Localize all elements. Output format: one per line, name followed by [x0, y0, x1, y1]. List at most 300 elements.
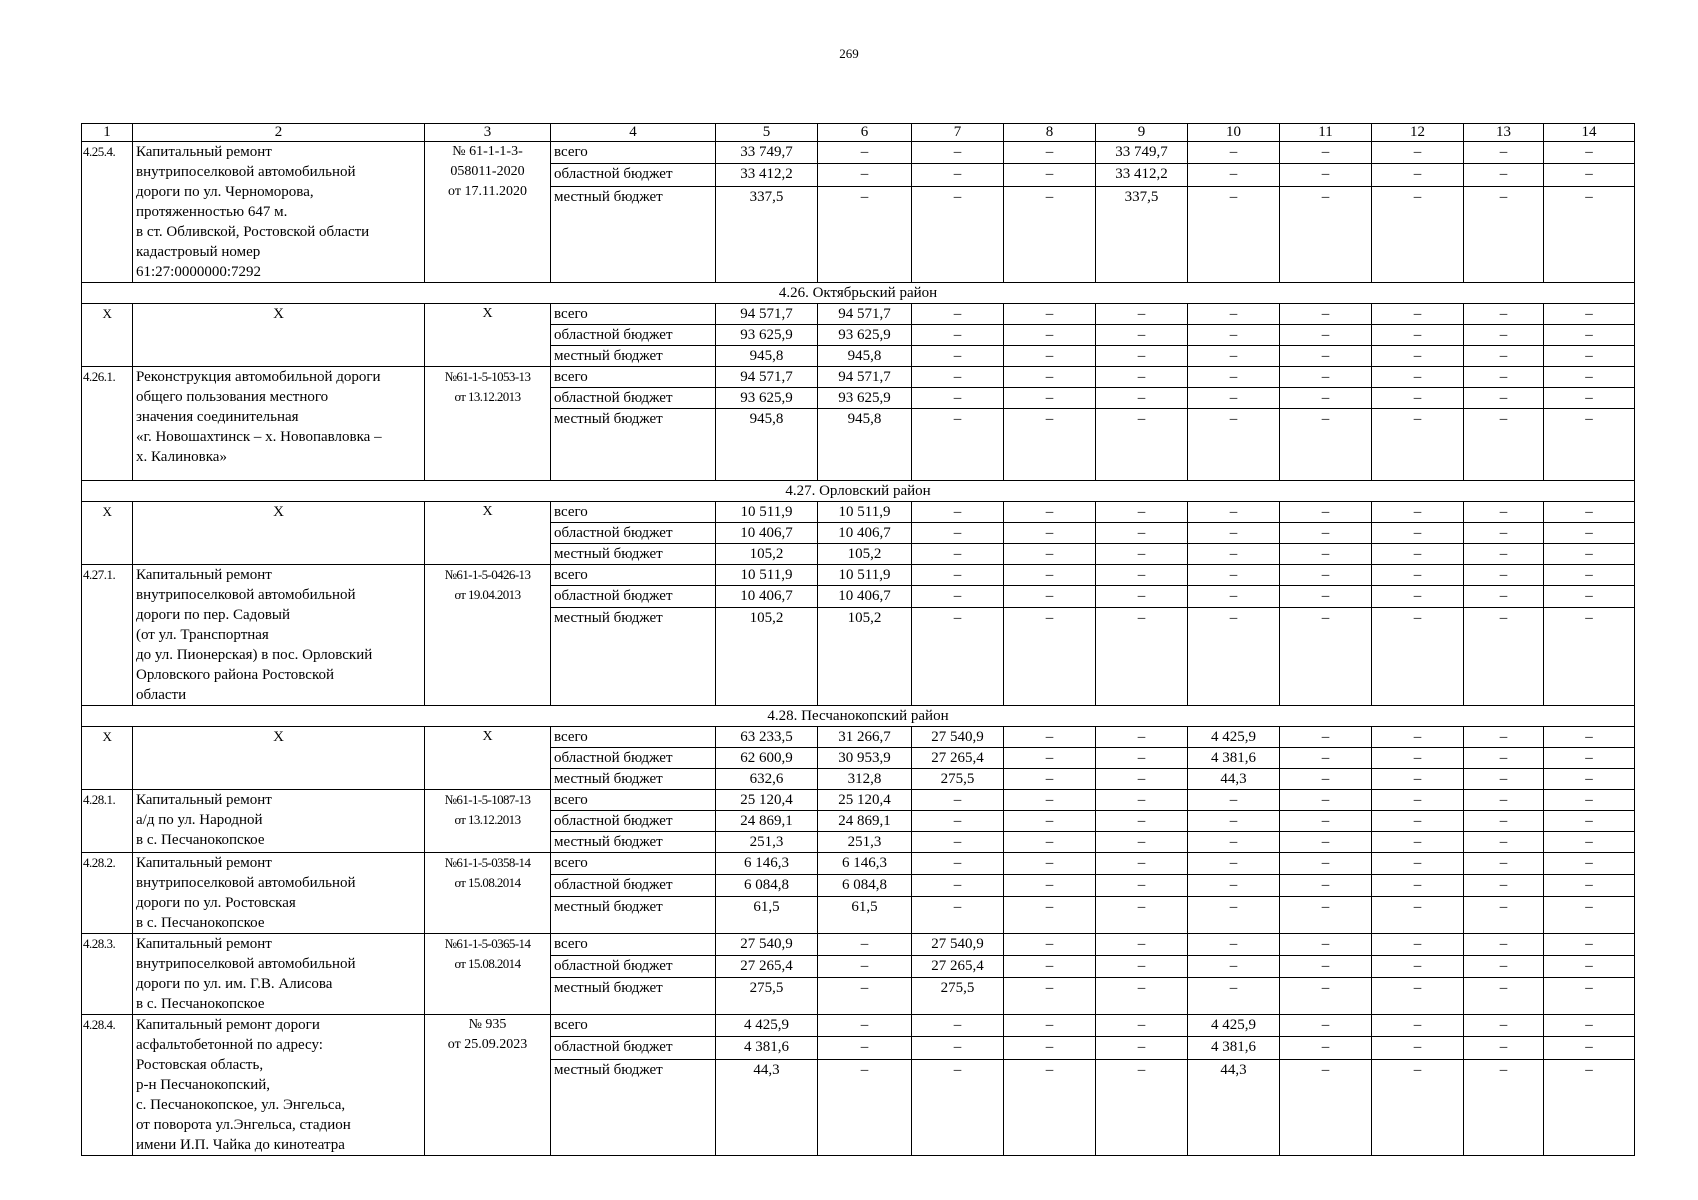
amount-cell: –	[1280, 544, 1372, 565]
amount-cell: –	[1372, 388, 1464, 409]
amount-cell: 31 266,7	[818, 727, 912, 748]
amount-cell: –	[912, 874, 1004, 896]
object-name-line: имени И.П. Чайка до кинотеатра	[136, 1137, 345, 1153]
amount-cell: 632,6	[716, 769, 818, 790]
amount-cell: –	[1280, 811, 1372, 832]
document-reference-line: №61-1-5-0365-14	[444, 936, 531, 951]
amount-cell: –	[1464, 977, 1544, 1014]
amount-cell: –	[1544, 832, 1635, 853]
row-index: 4.25.4.	[82, 142, 133, 283]
amount-cell: –	[912, 186, 1004, 282]
table-row	[82, 367, 1635, 388]
amount-cell: –	[1280, 325, 1372, 346]
amount-cell: –	[1004, 934, 1096, 956]
amount-cell: –	[1464, 1037, 1544, 1059]
amount-cell: –	[1544, 523, 1635, 544]
funding-source: областной бюджет	[551, 523, 716, 544]
amount-cell: –	[1096, 607, 1188, 705]
amount-cell: –	[1096, 727, 1188, 748]
amount-cell: –	[1464, 186, 1544, 282]
amount-cell: –	[1280, 853, 1372, 875]
amount-cell: –	[1188, 186, 1280, 282]
row-index: X	[82, 727, 133, 790]
amount-cell: –	[1188, 523, 1280, 544]
amount-cell: –	[1544, 748, 1635, 769]
amount-cell: –	[1004, 1037, 1096, 1059]
table-row	[82, 1015, 1635, 1037]
amount-cell: –	[1280, 977, 1372, 1014]
table-row	[82, 304, 1635, 325]
section-title: 4.27. Орловский район	[82, 481, 1635, 502]
amount-cell: –	[912, 811, 1004, 832]
row-index: 4.28.2.	[82, 853, 133, 934]
column-header: 2	[133, 124, 425, 142]
amount-cell: –	[1188, 388, 1280, 409]
amount-cell: –	[1372, 811, 1464, 832]
amount-cell: –	[818, 1037, 912, 1059]
amount-cell: –	[1280, 502, 1372, 523]
amount-cell: 62 600,9	[716, 748, 818, 769]
amount-cell: –	[1464, 874, 1544, 896]
amount-cell: –	[1280, 586, 1372, 607]
document-reference	[425, 934, 551, 1015]
amount-cell: –	[1544, 565, 1635, 586]
amount-cell: –	[1464, 523, 1544, 544]
table-row	[82, 934, 1635, 956]
amount-cell: 105,2	[818, 607, 912, 705]
amount-cell: –	[1280, 955, 1372, 977]
document-reference	[425, 142, 551, 283]
document-reference: X	[425, 502, 551, 565]
amount-cell: –	[1544, 502, 1635, 523]
object-name-line: Капитальный ремонт	[136, 936, 272, 952]
amount-cell: –	[1464, 346, 1544, 367]
funding-source: местный бюджет	[551, 832, 716, 853]
table-row	[82, 502, 1635, 523]
amount-cell: –	[912, 1015, 1004, 1037]
document-reference-line: № 61-1-1-3-	[452, 144, 523, 159]
amount-cell: 6 084,8	[716, 874, 818, 896]
column-header: 5	[716, 124, 818, 142]
object-name-line: значения соединительная	[136, 409, 299, 425]
amount-cell: –	[818, 1059, 912, 1155]
amount-cell: –	[1544, 874, 1635, 896]
object-name	[133, 142, 425, 283]
amount-cell: –	[912, 832, 1004, 853]
object-name-line: в с. Песчанокопское	[136, 832, 265, 848]
amount-cell: 93 625,9	[716, 325, 818, 346]
amount-cell: 61,5	[818, 896, 912, 933]
row-index: X	[82, 502, 133, 565]
amount-cell: –	[912, 853, 1004, 875]
object-name-line: общего пользования местного	[136, 389, 329, 405]
amount-cell: –	[1004, 790, 1096, 811]
document-reference	[425, 790, 551, 853]
amount-cell: –	[1096, 565, 1188, 586]
funding-source: областной бюджет	[551, 748, 716, 769]
funding-source: всего	[551, 502, 716, 523]
amount-cell: –	[912, 565, 1004, 586]
section-row	[82, 283, 1635, 304]
document-reference	[425, 565, 551, 706]
column-header: 8	[1004, 124, 1096, 142]
amount-cell: –	[1464, 142, 1544, 164]
amount-cell: –	[912, 1037, 1004, 1059]
amount-cell: –	[1544, 409, 1635, 481]
amount-cell: –	[1280, 1037, 1372, 1059]
document-reference-line: от 15.08.2014	[454, 956, 521, 971]
amount-cell: –	[912, 388, 1004, 409]
amount-cell: –	[818, 955, 912, 977]
amount-cell: 10 511,9	[716, 502, 818, 523]
amount-cell: –	[1188, 896, 1280, 933]
object-name-line: в с. Песчанокопское	[136, 996, 265, 1012]
column-header: 11	[1280, 124, 1372, 142]
amount-cell: –	[1188, 409, 1280, 481]
amount-cell: –	[912, 502, 1004, 523]
amount-cell: –	[1188, 164, 1280, 186]
amount-cell: –	[1464, 607, 1544, 705]
object-name-line: от поворота ул.Энгельса, стадион	[136, 1117, 351, 1133]
amount-cell: –	[912, 409, 1004, 481]
amount-cell: –	[1544, 304, 1635, 325]
column-header: 12	[1372, 124, 1464, 142]
amount-cell: –	[1544, 1037, 1635, 1059]
amount-cell: –	[1544, 586, 1635, 607]
amount-cell: –	[1372, 607, 1464, 705]
amount-cell: –	[1544, 1059, 1635, 1155]
object-name-line: а/д по ул. Народной	[136, 812, 263, 828]
document-reference-line: №61-1-5-0358-14	[444, 855, 531, 870]
amount-cell: 4 425,9	[1188, 727, 1280, 748]
amount-cell: –	[912, 304, 1004, 325]
amount-cell: 251,3	[818, 832, 912, 853]
amount-cell: –	[1188, 955, 1280, 977]
amount-cell: –	[1188, 874, 1280, 896]
document-reference-line: от 17.11.2020	[448, 184, 527, 199]
object-name-line: Реконструкция автомобильной дороги	[136, 369, 381, 385]
document-reference	[425, 853, 551, 934]
amount-cell: –	[912, 607, 1004, 705]
document-reference-line: №61-1-5-1053-13	[444, 369, 531, 384]
amount-cell: –	[1280, 409, 1372, 481]
amount-cell: –	[1188, 565, 1280, 586]
amount-cell: 33 412,2	[716, 164, 818, 186]
amount-cell: –	[1004, 409, 1096, 481]
amount-cell: 275,5	[912, 977, 1004, 1014]
amount-cell: –	[1280, 164, 1372, 186]
amount-cell: –	[1544, 934, 1635, 956]
amount-cell: 275,5	[912, 769, 1004, 790]
amount-cell: 337,5	[1096, 186, 1188, 282]
amount-cell: 10 406,7	[818, 586, 912, 607]
object-name	[133, 853, 425, 934]
funding-source: всего	[551, 790, 716, 811]
amount-cell: –	[1544, 1015, 1635, 1037]
amount-cell: –	[1004, 565, 1096, 586]
amount-cell: –	[1004, 586, 1096, 607]
amount-cell: –	[1096, 811, 1188, 832]
amount-cell: –	[912, 367, 1004, 388]
amount-cell: 251,3	[716, 832, 818, 853]
amount-cell: –	[1372, 1015, 1464, 1037]
amount-cell: –	[1464, 1015, 1544, 1037]
amount-cell: –	[1096, 544, 1188, 565]
amount-cell: –	[1096, 1037, 1188, 1059]
amount-cell: –	[1372, 523, 1464, 544]
amount-cell: –	[1004, 388, 1096, 409]
amount-cell: 6 146,3	[716, 853, 818, 875]
amount-cell: –	[912, 1059, 1004, 1155]
amount-cell: –	[1004, 955, 1096, 977]
object-name-line: Капитальный ремонт дороги	[136, 1017, 320, 1033]
amount-cell: 10 511,9	[716, 565, 818, 586]
document-reference-line: №61-1-5-1087-13	[444, 792, 531, 807]
funding-source: местный бюджет	[551, 977, 716, 1014]
amount-cell: –	[1004, 325, 1096, 346]
amount-cell: –	[1096, 409, 1188, 481]
funding-source: всего	[551, 304, 716, 325]
amount-cell: –	[1004, 523, 1096, 544]
amount-cell: –	[1004, 544, 1096, 565]
funding-source: всего	[551, 727, 716, 748]
amount-cell: 44,3	[1188, 769, 1280, 790]
amount-cell: 24 869,1	[818, 811, 912, 832]
object-name-line: внутрипоселковой автомобильной	[136, 164, 356, 180]
amount-cell: 44,3	[1188, 1059, 1280, 1155]
amount-cell: –	[1464, 409, 1544, 481]
table-row	[82, 853, 1635, 875]
amount-cell: –	[912, 142, 1004, 164]
amount-cell: –	[1464, 769, 1544, 790]
amount-cell: 27 540,9	[912, 727, 1004, 748]
amount-cell: –	[1280, 142, 1372, 164]
funding-source: местный бюджет	[551, 607, 716, 705]
object-name: X	[133, 304, 425, 367]
amount-cell: –	[1544, 896, 1635, 933]
amount-cell: –	[1280, 934, 1372, 956]
amount-cell: –	[1280, 367, 1372, 388]
amount-cell: 6 146,3	[818, 853, 912, 875]
amount-cell: 27 540,9	[912, 934, 1004, 956]
amount-cell: 93 625,9	[818, 388, 912, 409]
amount-cell: –	[1372, 502, 1464, 523]
amount-cell: –	[1004, 811, 1096, 832]
amount-cell: –	[1544, 325, 1635, 346]
amount-cell: –	[818, 186, 912, 282]
funding-source: всего	[551, 853, 716, 875]
amount-cell: –	[1004, 142, 1096, 164]
funding-source: областной бюджет	[551, 811, 716, 832]
amount-cell: –	[1464, 727, 1544, 748]
amount-cell: 105,2	[818, 544, 912, 565]
amount-cell: –	[1464, 325, 1544, 346]
amount-cell: –	[912, 586, 1004, 607]
amount-cell: –	[1280, 832, 1372, 853]
amount-cell: –	[1280, 304, 1372, 325]
amount-cell: –	[912, 896, 1004, 933]
amount-cell: –	[1544, 346, 1635, 367]
amount-cell: –	[1372, 142, 1464, 164]
amount-cell: –	[1544, 607, 1635, 705]
amount-cell: –	[1372, 586, 1464, 607]
document-reference-line: от 13.12.2013	[454, 812, 521, 827]
amount-cell: –	[1004, 164, 1096, 186]
object-name-line: в с. Песчанокопское	[136, 915, 265, 931]
amount-cell: –	[912, 523, 1004, 544]
amount-cell: –	[1544, 367, 1635, 388]
document-reference: X	[425, 727, 551, 790]
column-header: 3	[425, 124, 551, 142]
object-name-line: дороги по ул. им. Г.В. Алисова	[136, 976, 333, 992]
amount-cell: –	[1464, 934, 1544, 956]
amount-cell: –	[1280, 896, 1372, 933]
amount-cell: –	[912, 544, 1004, 565]
funding-source: областной бюджет	[551, 874, 716, 896]
amount-cell: –	[1096, 874, 1188, 896]
document-reference-line: от 19.04.2013	[454, 587, 521, 602]
object-name	[133, 565, 425, 706]
amount-cell: 275,5	[716, 977, 818, 1014]
amount-cell: –	[1464, 748, 1544, 769]
object-name: X	[133, 727, 425, 790]
amount-cell: 10 406,7	[716, 586, 818, 607]
amount-cell: 4 381,6	[1188, 1037, 1280, 1059]
amount-cell: –	[1096, 388, 1188, 409]
amount-cell: –	[1372, 409, 1464, 481]
object-name-line: Капитальный ремонт	[136, 792, 272, 808]
funding-source: областной бюджет	[551, 1037, 716, 1059]
object-name	[133, 1015, 425, 1156]
amount-cell: –	[1372, 934, 1464, 956]
amount-cell: –	[1188, 977, 1280, 1014]
amount-cell: –	[1372, 186, 1464, 282]
amount-cell: –	[1544, 544, 1635, 565]
amount-cell: 33 749,7	[716, 142, 818, 164]
funding-source: местный бюджет	[551, 769, 716, 790]
amount-cell: –	[1372, 164, 1464, 186]
amount-cell: 94 571,7	[818, 367, 912, 388]
amount-cell: 25 120,4	[716, 790, 818, 811]
row-index: 4.28.3.	[82, 934, 133, 1015]
amount-cell: –	[1464, 565, 1544, 586]
amount-cell: –	[818, 934, 912, 956]
budget-table	[81, 123, 1635, 1156]
column-header: 14	[1544, 124, 1635, 142]
amount-cell: –	[1188, 142, 1280, 164]
amount-cell: –	[818, 1015, 912, 1037]
amount-cell: –	[1280, 1059, 1372, 1155]
amount-cell: –	[818, 977, 912, 1014]
amount-cell: –	[1372, 769, 1464, 790]
document-reference: X	[425, 304, 551, 367]
amount-cell: –	[1004, 832, 1096, 853]
amount-cell: –	[1372, 748, 1464, 769]
amount-cell: –	[1188, 502, 1280, 523]
amount-cell: 63 233,5	[716, 727, 818, 748]
amount-cell: 4 381,6	[716, 1037, 818, 1059]
amount-cell: 93 625,9	[716, 388, 818, 409]
amount-cell: –	[1004, 304, 1096, 325]
object-name: X	[133, 502, 425, 565]
funding-source: всего	[551, 142, 716, 164]
amount-cell: –	[1372, 544, 1464, 565]
section-title: 4.28. Песчанокопский район	[82, 706, 1635, 727]
amount-cell: –	[1372, 727, 1464, 748]
amount-cell: 945,8	[716, 346, 818, 367]
document-reference	[425, 367, 551, 481]
amount-cell: –	[1096, 832, 1188, 853]
amount-cell: –	[1188, 544, 1280, 565]
section-row	[82, 481, 1635, 502]
object-name-line: р-н Песчанокопский,	[136, 1077, 271, 1093]
header-row	[82, 124, 1635, 142]
row-index: 4.26.1.	[82, 367, 133, 481]
document-reference-line: № 935	[468, 1017, 507, 1032]
amount-cell: –	[1096, 325, 1188, 346]
funding-source: всего	[551, 367, 716, 388]
amount-cell: 6 084,8	[818, 874, 912, 896]
amount-cell: 945,8	[716, 409, 818, 481]
amount-cell: –	[1004, 186, 1096, 282]
amount-cell: –	[1280, 769, 1372, 790]
row-index: 4.28.4.	[82, 1015, 133, 1156]
amount-cell: 94 571,7	[818, 304, 912, 325]
document-reference-line: от 25.09.2023	[447, 1037, 528, 1052]
object-name-line: внутрипоселковой автомобильной	[136, 587, 356, 603]
amount-cell: –	[1188, 790, 1280, 811]
amount-cell: 24 869,1	[716, 811, 818, 832]
amount-cell: –	[1372, 325, 1464, 346]
amount-cell: 61,5	[716, 896, 818, 933]
amount-cell: –	[1372, 977, 1464, 1014]
amount-cell: –	[1544, 164, 1635, 186]
amount-cell: –	[1004, 607, 1096, 705]
amount-cell: –	[1280, 607, 1372, 705]
amount-cell: –	[1004, 727, 1096, 748]
amount-cell: –	[1544, 977, 1635, 1014]
amount-cell: –	[1188, 607, 1280, 705]
amount-cell: 94 571,7	[716, 367, 818, 388]
object-name-line: Капитальный ремонт	[136, 855, 272, 871]
amount-cell: –	[1004, 1059, 1096, 1155]
amount-cell: 25 120,4	[818, 790, 912, 811]
table-row	[82, 565, 1635, 586]
amount-cell: 10 511,9	[818, 565, 912, 586]
amount-cell: –	[1544, 388, 1635, 409]
amount-cell: –	[1004, 502, 1096, 523]
object-name-line: Орловского района Ростовской	[136, 667, 335, 683]
funding-source: местный бюджет	[551, 1059, 716, 1155]
amount-cell: –	[1464, 586, 1544, 607]
amount-cell: –	[1188, 586, 1280, 607]
column-header: 7	[912, 124, 1004, 142]
amount-cell: –	[1096, 523, 1188, 544]
amount-cell: –	[1096, 934, 1188, 956]
amount-cell: –	[1544, 853, 1635, 875]
object-name-line: 61:27:0000000:7292	[136, 264, 262, 280]
object-name-line: дороги по ул. Черноморова,	[136, 184, 314, 200]
amount-cell: –	[1464, 955, 1544, 977]
amount-cell: –	[1004, 748, 1096, 769]
object-name	[133, 934, 425, 1015]
amount-cell: –	[1188, 304, 1280, 325]
row-index: X	[82, 304, 133, 367]
object-name-line: протяженностью 647 м.	[136, 204, 288, 220]
amount-cell: –	[912, 346, 1004, 367]
object-name-line: кадастровый номер	[136, 244, 261, 260]
object-name-line: внутрипоселковой автомобильной	[136, 956, 356, 972]
